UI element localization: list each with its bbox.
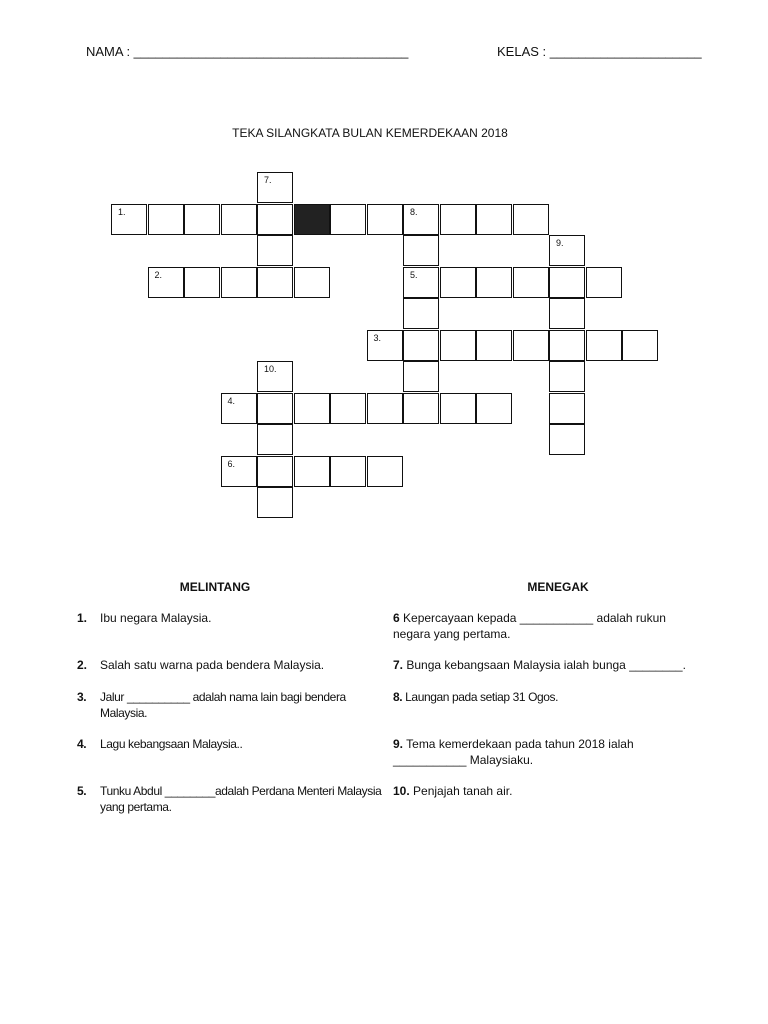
clue-number: 5.: [77, 784, 87, 798]
crossword-cell[interactable]: [586, 267, 622, 298]
down-clue-9: [393, 736, 693, 768]
crossword-cell[interactable]: [111, 204, 147, 235]
clue-number: 10.: [393, 784, 410, 798]
crossword-cell[interactable]: [184, 267, 220, 298]
crossword-cell[interactable]: [476, 204, 512, 235]
crossword-cell[interactable]: [257, 361, 293, 392]
crossword-cell[interactable]: [221, 456, 257, 487]
crossword-cell[interactable]: [257, 204, 293, 235]
crossword-cell[interactable]: [622, 330, 658, 361]
crossword-cell[interactable]: [513, 267, 549, 298]
crossword-cell[interactable]: [257, 424, 293, 455]
crossword-cell[interactable]: [257, 393, 293, 424]
across-clue-4: [77, 736, 385, 752]
clue-text: Jalur __________ adalah nama lain bagi bendera Malaysia.: [100, 690, 346, 720]
clue-number: 3.: [77, 690, 87, 704]
crossword-cell[interactable]: [440, 330, 476, 361]
down-clue-10: [393, 783, 708, 799]
crossword-cell[interactable]: [221, 267, 257, 298]
crossword-cell[interactable]: [257, 456, 293, 487]
crossword-cell[interactable]: [257, 487, 293, 518]
clue-text: Ibu negara Malaysia.: [100, 611, 212, 625]
cell-number: 3.: [373, 332, 382, 343]
clue-text: Penjajah tanah air.: [413, 784, 513, 798]
crossword-cell[interactable]: [513, 330, 549, 361]
crossword-cell[interactable]: [257, 172, 293, 203]
crossword-cell[interactable]: [294, 393, 330, 424]
crossword-cell[interactable]: [367, 456, 403, 487]
crossword-cell[interactable]: [549, 361, 585, 392]
across-clue-3: [77, 689, 350, 721]
crossword-cell[interactable]: [257, 267, 293, 298]
crossword-cell[interactable]: [513, 204, 549, 235]
blocked-cell: [294, 204, 330, 235]
crossword-cell[interactable]: [476, 267, 512, 298]
crossword-cell[interactable]: [330, 456, 366, 487]
crossword-cell[interactable]: [403, 330, 439, 361]
cell-number: 1.: [118, 206, 126, 217]
crossword-cell[interactable]: [549, 424, 585, 455]
clue-text: Kepercayaan kepada ___________ adalah rukun negara yang pertama.: [393, 611, 666, 641]
crossword-cell[interactable]: [549, 330, 585, 361]
crossword-cell[interactable]: [476, 330, 512, 361]
crossword-cell[interactable]: [330, 204, 366, 235]
crossword-cell[interactable]: [403, 267, 439, 298]
clue-number: 2.: [77, 658, 88, 672]
crossword-cell[interactable]: [294, 456, 330, 487]
crossword-cell[interactable]: [257, 235, 293, 266]
cell-number: 7.: [264, 175, 272, 185]
clue-text: Salah satu warna pada bendera Malaysia.: [100, 658, 325, 672]
crossword-cell[interactable]: [476, 393, 512, 424]
crossword-cell[interactable]: [440, 267, 476, 298]
crossword-cell[interactable]: [549, 393, 585, 424]
clue-text: Bunga kebangsaan Malaysia ialah bunga ________.: [406, 658, 686, 672]
crossword-cell[interactable]: [549, 235, 585, 266]
crossword-cell[interactable]: [367, 330, 403, 361]
clue-text: Tunku Abdul ________adalah Perdana Menteri Malaysia yang pertama.: [100, 784, 382, 814]
crossword-cell[interactable]: [549, 267, 585, 298]
clue-text: Tema kemerdekaan pada tahun 2018 ialah ___________ Malaysiaku.: [393, 737, 634, 767]
crossword-cell[interactable]: [586, 330, 622, 361]
name-field-label[interactable]: NAMA : ______________________________________: [86, 44, 409, 59]
crossword-cell[interactable]: [148, 204, 184, 235]
crossword-cell[interactable]: [330, 393, 366, 424]
down-clue-8: [393, 689, 708, 705]
across-heading: MELINTANG: [179, 580, 251, 594]
cell-number: 8.: [410, 206, 418, 217]
crossword-cell[interactable]: [184, 204, 220, 235]
crossword-cell[interactable]: [403, 235, 439, 266]
cell-number: 5.: [410, 269, 418, 280]
crossword-cell[interactable]: [221, 393, 257, 424]
crossword-cell[interactable]: [440, 204, 476, 235]
clue-number: 4.: [77, 737, 87, 751]
crossword-cell[interactable]: [367, 393, 403, 424]
down-clue-6: [393, 610, 693, 642]
crossword-cell[interactable]: [403, 361, 439, 392]
across-clue-2: [77, 657, 385, 673]
clue-number: 9.: [393, 737, 404, 751]
crossword-cell[interactable]: [221, 204, 257, 235]
page-title: TEKA SILANGKATA BULAN KEMERDEKAAN 2018: [232, 126, 508, 140]
cell-number: 2.: [154, 269, 163, 280]
crossword-cell[interactable]: [403, 298, 439, 329]
crossword-cell[interactable]: [294, 267, 330, 298]
crossword-cell[interactable]: [148, 267, 184, 298]
cell-number: 10.: [264, 364, 277, 374]
crossword-cell[interactable]: [440, 393, 476, 424]
clue-number: 6: [393, 611, 400, 625]
down-clue-7: [393, 657, 713, 673]
clue-text: Laungan pada setiap 31 Ogos.: [405, 690, 559, 704]
cell-number: 6.: [227, 458, 236, 469]
crossword-cell[interactable]: [403, 204, 439, 235]
crossword-cell[interactable]: [549, 298, 585, 329]
class-field-label[interactable]: KELAS : _____________________: [497, 44, 702, 59]
across-clue-5: [77, 783, 384, 815]
crossword-cell[interactable]: [403, 393, 439, 424]
clue-number: 1.: [77, 611, 88, 625]
cell-number: 9.: [556, 238, 564, 248]
cell-number: 4.: [227, 395, 236, 406]
clue-number: 7.: [393, 658, 404, 672]
clue-text: Lagu kebangsaan Malaysia..: [100, 737, 243, 751]
clue-number: 8.: [393, 690, 403, 704]
crossword-cell[interactable]: [367, 204, 403, 235]
across-clue-1: [77, 610, 385, 626]
down-heading: MENEGAK: [527, 580, 589, 594]
